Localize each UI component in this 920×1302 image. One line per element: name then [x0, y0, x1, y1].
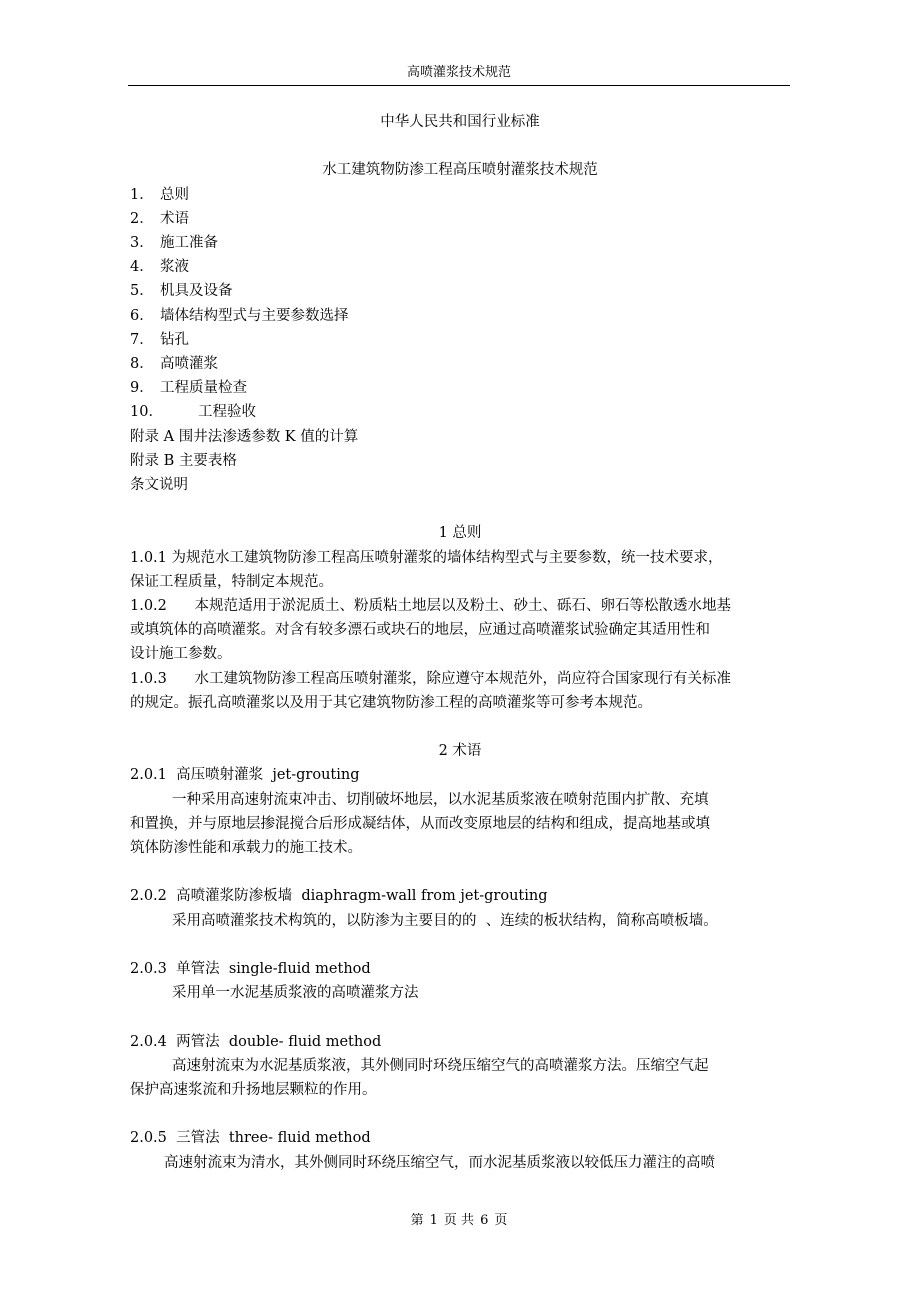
term-title: 2.0.1 高压喷射灌浆 jet-grouting [130, 767, 360, 784]
term-title: 2.0.2 高喷灌浆防渗板墙 diaphragm-wall from jet-grouting [130, 888, 548, 905]
term-title: 2.0.5 三管法 three- fluid method [130, 1130, 371, 1147]
clause: 1.0.2 本规范适用于淤泥质土、粉质粘土地层以及粉土、砂土、砾石、卵石等松散透水地基 或填筑体的高喷灌浆。对含有较多漂石或块石的地层，应通过高喷灌浆试验确定其适用性和 设计施工参数。 [130, 598, 732, 663]
document-title: 水工建筑物防渗工程高压喷射灌浆技术规范 [322, 162, 598, 179]
document-body [130, 112, 790, 1175]
term-entry: 2.0.1 高压喷射灌浆 jet-grouting 一种采用高速射流束冲击、切削破坏地层，以水泥基质浆液在喷射范围内扩散、充填 和置换，并与原地层掺混搅合后形成凝结体，从而改变原地层的结构和组成，提高地基或填 筑体防渗性能和承载力的施工技术。 [130, 763, 790, 860]
toc-item[interactable]: 4． 浆液 [130, 259, 189, 276]
toc-item[interactable]: 附录 B 主要表格 [130, 452, 237, 469]
page-footer: 第 1 页 共 6 页 [410, 1213, 508, 1228]
term-title: 2.0.3 单管法 single-fluid method [130, 961, 371, 978]
page-header: 高喷灌浆技术规范 [406, 65, 511, 80]
toc-item[interactable]: 9． 工程质量检查 [130, 380, 247, 397]
toc-item[interactable]: 附录 A 围井法渗透参数 K 值的计算 [130, 428, 359, 445]
section-heading: 2 术语 [438, 743, 482, 760]
toc-item[interactable]: 3． 施工准备 [130, 235, 218, 251]
toc-item[interactable]: 10． 工程验收 [130, 404, 256, 421]
toc-item[interactable]: 1． 总则 [130, 186, 189, 203]
term-entry: 2.0.2 高喷灌浆防渗板墙 diaphragm-wall from jet-grouting 采用高喷灌浆技术构筑的，以防渗为主要目的的 、连续的板状结构，简称高喷板墙。 [130, 884, 790, 932]
toc-item[interactable]: 5． 机具及设备 [130, 283, 233, 300]
toc-item[interactable]: 8． 高喷灌浆 [130, 356, 218, 373]
clause: 1.0.3 水工建筑物防渗工程高压喷射灌浆，除应遵守本规范外，尚应符合国家现行有关标准 的规定。振孔高喷灌浆以及用于其它建筑物防渗工程的高喷灌浆等可参考本规范。 [130, 670, 732, 711]
term-title: 2.0.4 两管法 double- fluid method [130, 1033, 382, 1050]
section-heading: 1 总则 [438, 525, 482, 542]
term-entry: 2.0.5 三管法 three- fluid method 高速射流束为清水，其外侧同时环绕压缩空气，而水泥基质浆液以较低压力灌注的高喷 [130, 1126, 790, 1174]
page-total: 6 [480, 1213, 489, 1228]
term-entry: 2.0.4 两管法 double- fluid method 高速射流束为水泥基质浆液，其外侧同时环绕压缩空气的高喷灌浆方法。压缩空气起 保护高速浆流和升扬地层颗粒的作用。 [130, 1030, 790, 1103]
standard-label: 中华人民共和国行业标准 [380, 114, 540, 130]
header-divider [128, 85, 790, 86]
toc-item[interactable]: 7． 钻孔 [130, 331, 189, 348]
toc-item[interactable]: 2． 术语 [130, 210, 189, 227]
term-entry: 2.0.3 单管法 single-fluid method 采用单一水泥基质浆液的高喷灌浆方法 [130, 957, 790, 1005]
table-of-contents [130, 183, 790, 498]
clause: 1.0.1 为规范水工建筑物防渗工程高压喷射灌浆的墙体结构型式与主要参数，统一技术要求， 保证工程质量，特制定本规范。 [130, 549, 723, 590]
page-number: 1 [429, 1213, 438, 1228]
toc-item[interactable]: 条文说明 [130, 477, 188, 494]
toc-item[interactable]: 6． 墙体结构型式与主要参数选择 [130, 307, 349, 324]
